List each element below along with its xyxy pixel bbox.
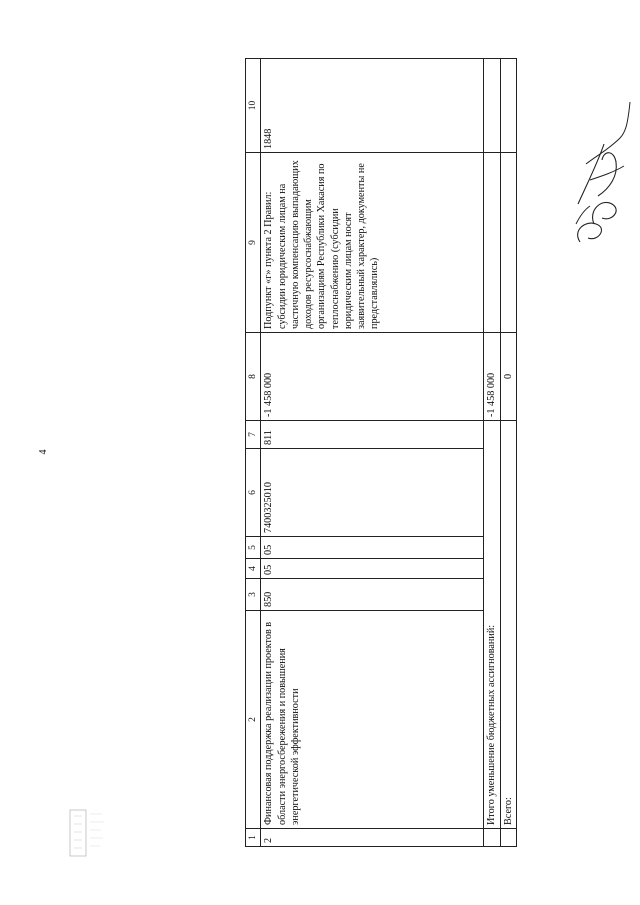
target-article-code: 7400325010 bbox=[261, 449, 484, 537]
handwritten-signature bbox=[568, 92, 632, 252]
column-header-8: 8 bbox=[246, 333, 261, 421]
table-row bbox=[261, 59, 484, 847]
column-header-3: 3 bbox=[246, 579, 261, 611]
column-header-1: 1 bbox=[246, 829, 261, 847]
amount-change: -1 458 000 bbox=[261, 333, 484, 421]
decrease-total-value: -1 458 000 bbox=[484, 333, 500, 421]
section-code: 05 bbox=[261, 559, 484, 579]
grand-total-label: Всего: bbox=[500, 421, 516, 829]
budget-table-container bbox=[245, 59, 515, 847]
column-header-9: 9 bbox=[246, 153, 261, 333]
column-number-row bbox=[246, 59, 261, 847]
decrease-total-row bbox=[484, 59, 500, 847]
column-header-2: 2 bbox=[246, 611, 261, 829]
column-header-4: 4 bbox=[246, 559, 261, 579]
grand-total-row bbox=[500, 59, 516, 847]
row-index: 2 bbox=[261, 829, 484, 847]
faded-stamp bbox=[68, 806, 106, 860]
legal-basis: Подпункт «г» пункта 2 Правил: субсидии юридическим лицам на частичную компенсацию выпадающих доходов ресурсоснабжающим организациям Республики Хакасия по теплоснабжению (субсидии юридическим лицам носят заявительный характер, документы не представлялись) bbox=[261, 153, 484, 333]
budget-table bbox=[245, 58, 517, 847]
empty-cell bbox=[500, 59, 516, 153]
column-header-6: 6 bbox=[246, 449, 261, 537]
ministry-code: 850 bbox=[261, 579, 484, 611]
document-number: 1848 bbox=[261, 59, 484, 153]
column-header-5: 5 bbox=[246, 537, 261, 559]
column-header-7: 7 bbox=[246, 421, 261, 449]
grand-total-value: 0 bbox=[500, 333, 516, 421]
expense-type-code: 811 bbox=[261, 421, 484, 449]
decrease-total-label: Итого уменьшение бюджетных ассигнований: bbox=[484, 421, 500, 829]
column-header-10: 10 bbox=[246, 59, 261, 153]
expense-name: Финансовая поддержка реализации проектов в области энергосбережения и повышения энергетической эффективности bbox=[261, 611, 484, 829]
empty-cell bbox=[484, 829, 500, 847]
empty-cell bbox=[500, 829, 516, 847]
empty-cell bbox=[484, 153, 500, 333]
empty-cell bbox=[484, 59, 500, 153]
empty-cell bbox=[500, 153, 516, 333]
page-number: 4 bbox=[38, 449, 49, 455]
subsection-code: 05 bbox=[261, 537, 484, 559]
